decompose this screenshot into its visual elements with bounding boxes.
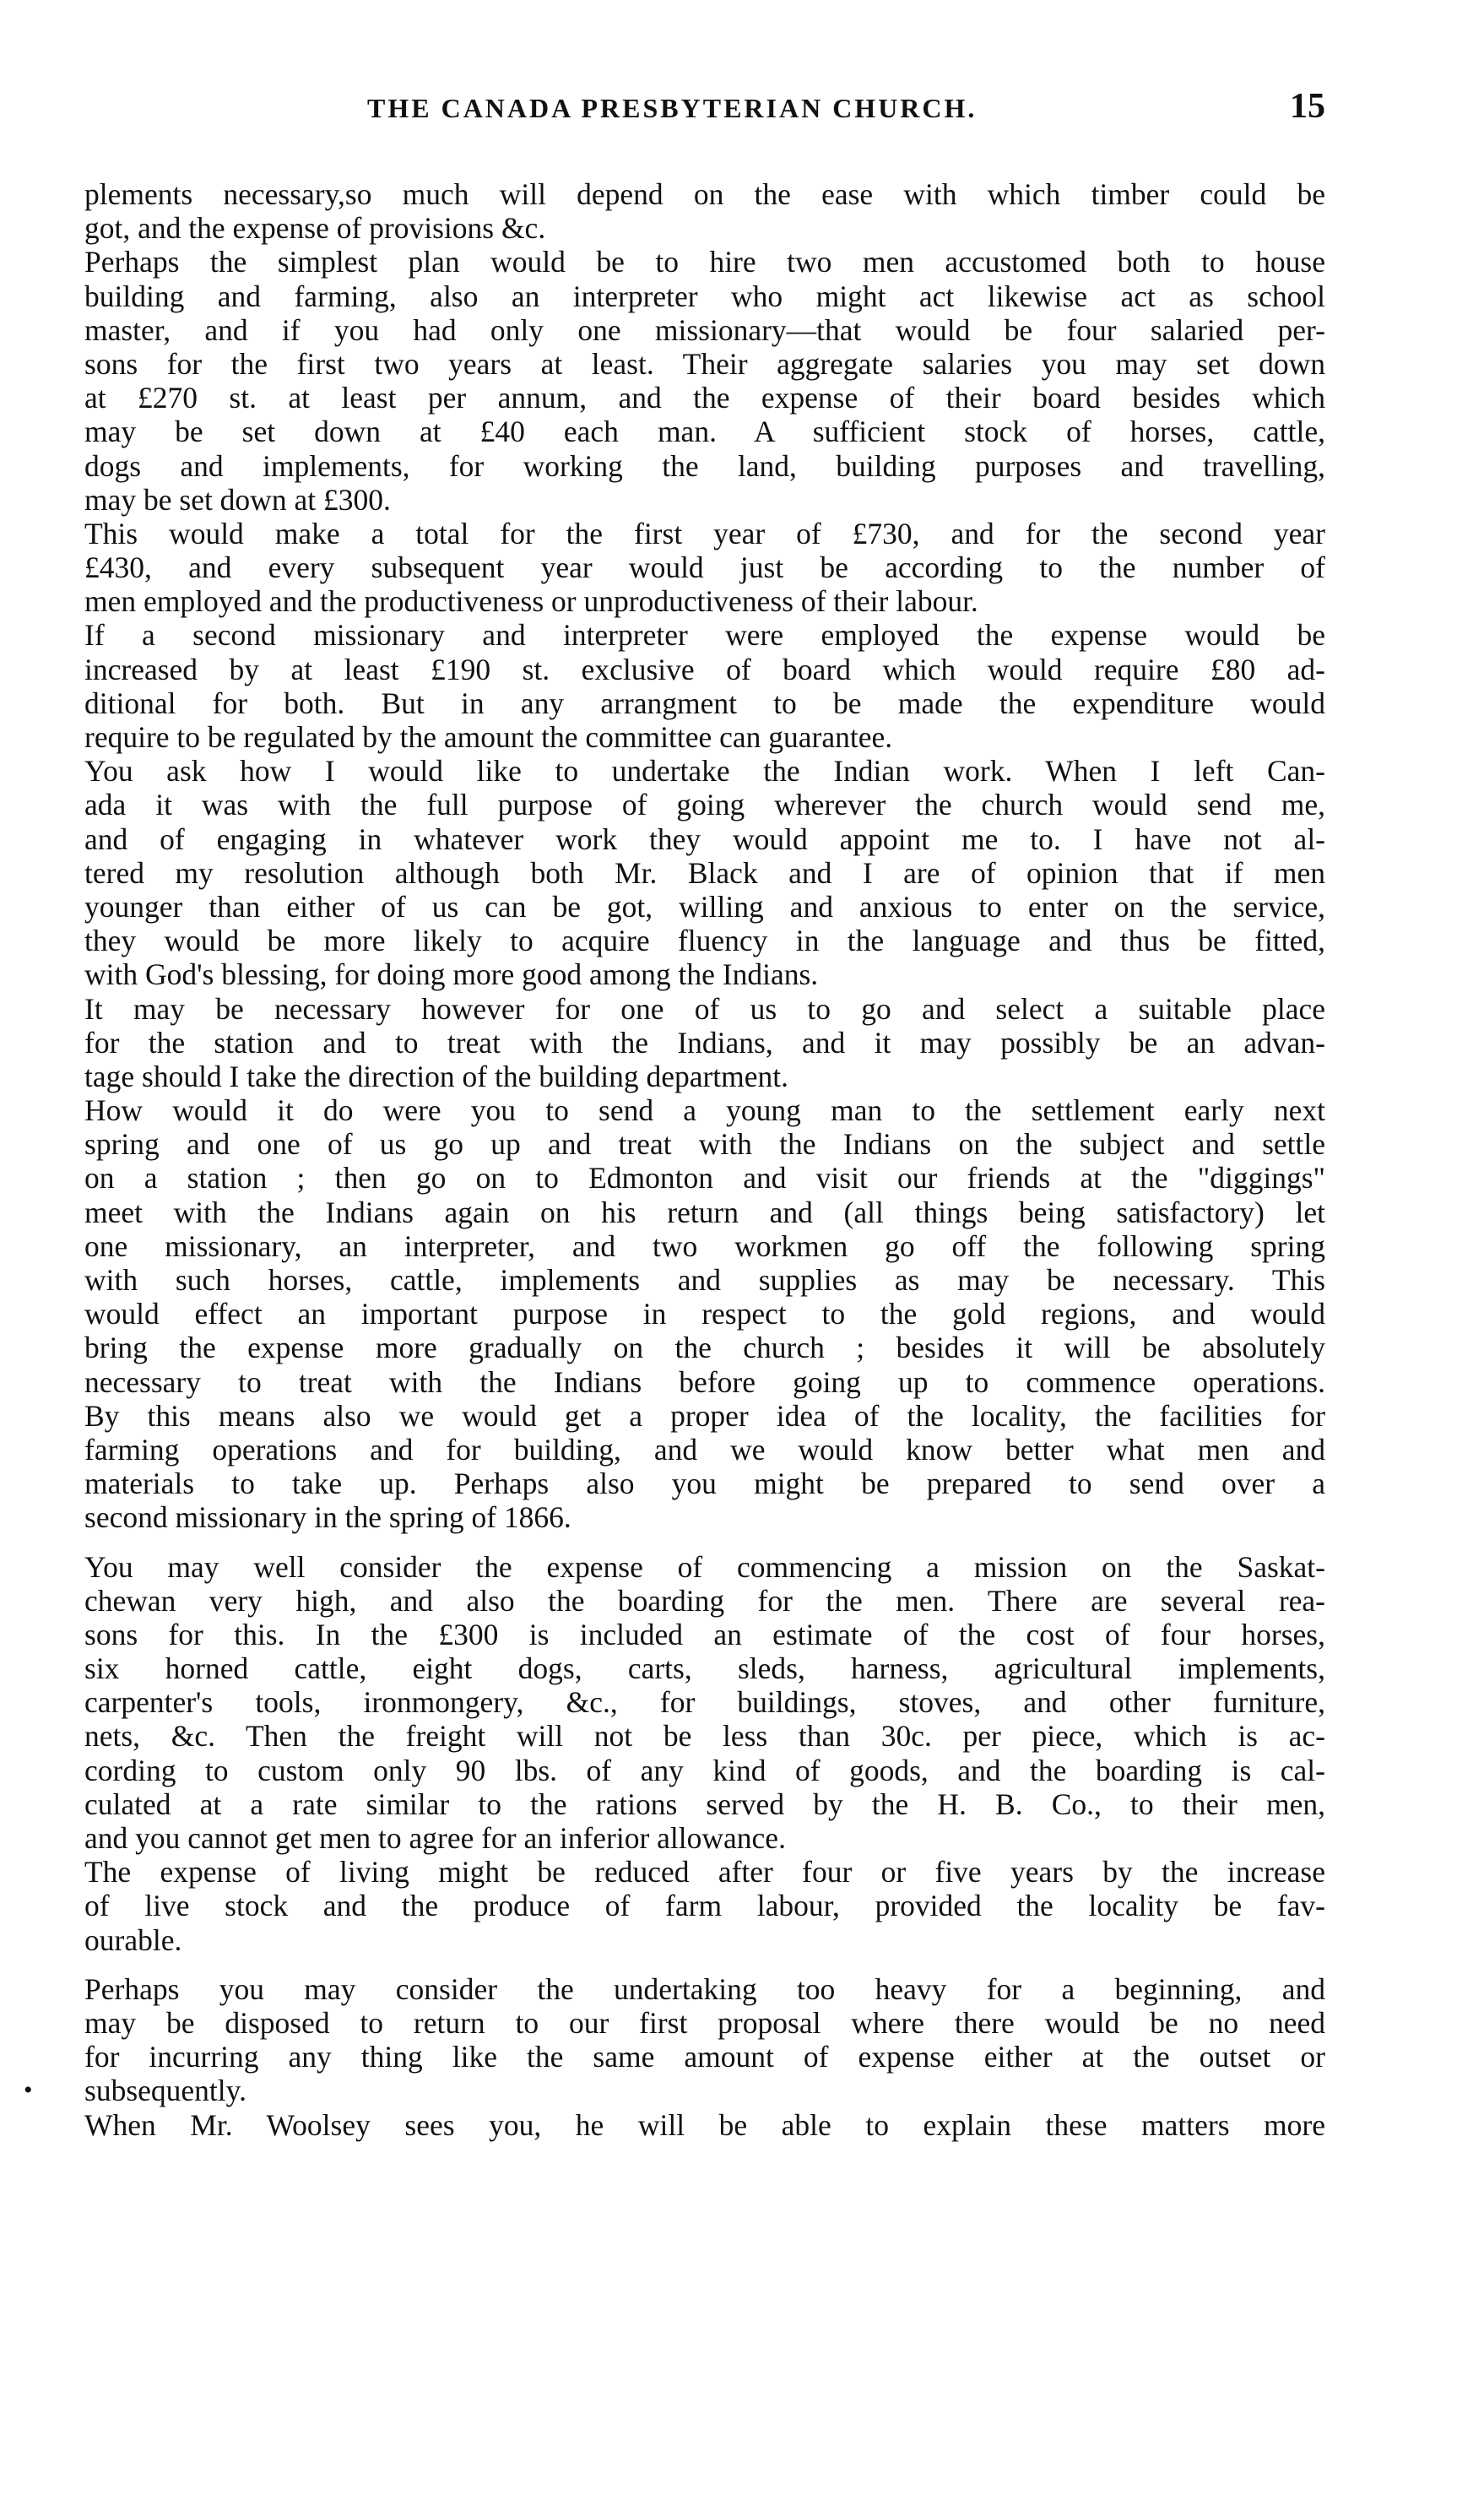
text-line: tage should I take the direction of the building department. [84, 1059, 789, 1093]
text-line: When Mr. Woolsey sees you, he will be able to explain these matters more [84, 2107, 1325, 2142]
text-line: ditional for both. But in any arrangment to be made the expenditure would [84, 686, 1325, 720]
text-line: got, and the expense of provisions &c. [84, 211, 546, 246]
text-line: men employed and the productiveness or unproductiveness of their labour. [84, 584, 978, 619]
text-line: one missionary, an interpreter, and two workmen go off the following spring [84, 1228, 1325, 1263]
text-line: culated at a rate similar to the rations served by the H. B. Co., to their men, [84, 1787, 1325, 1821]
paragraph [84, 1093, 1325, 1534]
text-line: How would it do were you to send a young man to the settlement early next [84, 1093, 1325, 1128]
text-line: at £270 st. at least per annum, and the expense of their board besides which [84, 381, 1325, 415]
text-line: It may be necessary however for one of us to go and select a suitable place [84, 991, 1325, 1026]
paragraph-gap [84, 1957, 1325, 1972]
page-number: 15 [1290, 87, 1325, 126]
text-line: on a station ; then go on to Edmonton and visit our friends at the "diggings" [84, 1161, 1325, 1196]
text-line: with such horses, cattle, implements and supplies as may be necessary. This [84, 1263, 1325, 1297]
page-header [84, 87, 1325, 152]
text-line: carpenter's tools, ironmongery, &c., for buildings, stoves, and other furniture, [84, 1685, 1325, 1720]
text-line: spring and one of us go up and treat with the Indians on the subject and settle [84, 1127, 1325, 1162]
text-line: sons for this. In the £300 is included an estimate of the cost of four horses, [84, 1617, 1325, 1651]
text-line: bring the expense more gradually on the church ; besides it will be absolutely [84, 1331, 1325, 1365]
text-line: increased by at least £190 st. exclusive of board which would require £80 ad- [84, 652, 1325, 686]
text-line: may be disposed to return to our first proposal where there would be no need [84, 2005, 1325, 2040]
text-line: £430, and every subsequent year would just be according to the number of [84, 550, 1325, 585]
text-line: chewan very high, and also the boarding for the men. There are several rea- [84, 1583, 1325, 1618]
text-line: would effect an important purpose in respect to the gold regions, and would [84, 1297, 1325, 1331]
text-line: with God's blessing, for doing more good among the Indians. [84, 957, 819, 992]
body-text [24, 177, 1325, 2142]
margin-mark: • [24, 2076, 33, 2105]
text-line: nets, &c. Then the freight will not be less than 30c. per piece, which is ac- [84, 1719, 1325, 1754]
paragraph [84, 618, 1325, 754]
paragraph [84, 754, 1325, 991]
text-line: By this means also we would get a proper idea of the locality, the facilities for [84, 1398, 1325, 1433]
paragraph-gap [84, 1535, 1325, 1550]
text-line: cording to custom only 90 lbs. of any kind of goods, and the boarding is cal- [84, 1753, 1325, 1787]
paragraph [84, 992, 1325, 1094]
text-line: for incurring any thing like the same amount of expense either at the outset or [84, 2040, 1325, 2074]
text-line: ourable. [84, 1922, 182, 1957]
text-line: second missionary in the spring of 1866. [84, 1500, 571, 1535]
text-line: building and farming, also an interpreter who might act likewise act as school [84, 279, 1325, 313]
text-line: meet with the Indians again on his return and (all things being satisfactory) let [84, 1195, 1325, 1229]
text-line: If a second missionary and interpreter were employed the expense would be [84, 618, 1325, 653]
text-line: dogs and implements, for working the land, building purposes and travelling, [84, 448, 1325, 483]
text-line: ada it was with the full purpose of going wherever the church would send me, [84, 788, 1325, 822]
running-head: THE CANADA PRESBYTERIAN CHURCH. [367, 93, 978, 123]
text-line: You ask how I would like to undertake the Indian work. When I left Can- [84, 754, 1325, 789]
text-line: they would be more likely to acquire fluency in the language and thus be fitted, [84, 924, 1325, 958]
text-line: necessary to treat with the Indians before going up to commence operations. [84, 1364, 1325, 1399]
text-line: younger than either of us can be got, willing and anxious to enter on the service, [84, 889, 1325, 924]
text-line: materials to take up. Perhaps also you might be prepared to send over a [84, 1467, 1325, 1501]
paragraph [84, 1855, 1325, 1957]
text-line: Perhaps you may consider the undertaking too heavy for a beginning, and [84, 1971, 1325, 2006]
text-line: and you cannot get men to agree for an inferior allowance. [84, 1821, 786, 1855]
text-line: subsequently. • [24, 2074, 246, 2108]
text-line: may be set down at £40 each man. A sufficient stock of horses, cattle, [84, 415, 1325, 449]
text-line: require to be regulated by the amount the committee can guarantee. [84, 720, 893, 754]
paragraph [24, 1971, 1325, 2108]
text-line: master, and if you had only one missionary—that would be four salaried per- [84, 312, 1325, 347]
text-line: of live stock and the produce of farm labour, provided the locality be fav- [84, 1889, 1325, 1923]
text-line: six horned cattle, eight dogs, carts, sleds, harness, agricultural implements, [84, 1651, 1325, 1686]
document-page [24, 87, 1325, 2142]
text-line: This would make a total for the first year of £730, and for the second year [84, 516, 1325, 550]
text-line: The expense of living might be reduced after four or five years by the increase [84, 1855, 1325, 1890]
text-line: for the station and to treat with the Indians, and it may possibly be an advan- [84, 1025, 1325, 1060]
text-line: Perhaps the simplest plan would be to hire two men accustomed both to house [84, 245, 1325, 279]
text-line: You may well consider the expense of commencing a mission on the Saskat- [84, 1549, 1325, 1584]
text-line: and of engaging in whatever work they would appoint me to. I have not al- [84, 821, 1325, 856]
text-line: may be set down at £300. [84, 482, 391, 517]
paragraph [84, 1550, 1325, 1856]
paragraph [84, 177, 1325, 245]
text-line: sons for the first two years at least. Their aggregate salaries you may set down [84, 346, 1325, 381]
text-line: tered my resolution although both Mr. Black and I are of opinion that if men [84, 855, 1325, 890]
text-line: plements necessary,so much will depend on the ease with which timber could be [84, 177, 1325, 211]
text-line: farming operations and for building, and we would know better what men and [84, 1432, 1325, 1467]
paragraph [84, 245, 1325, 517]
paragraph [84, 517, 1325, 619]
paragraph [84, 2108, 1325, 2142]
